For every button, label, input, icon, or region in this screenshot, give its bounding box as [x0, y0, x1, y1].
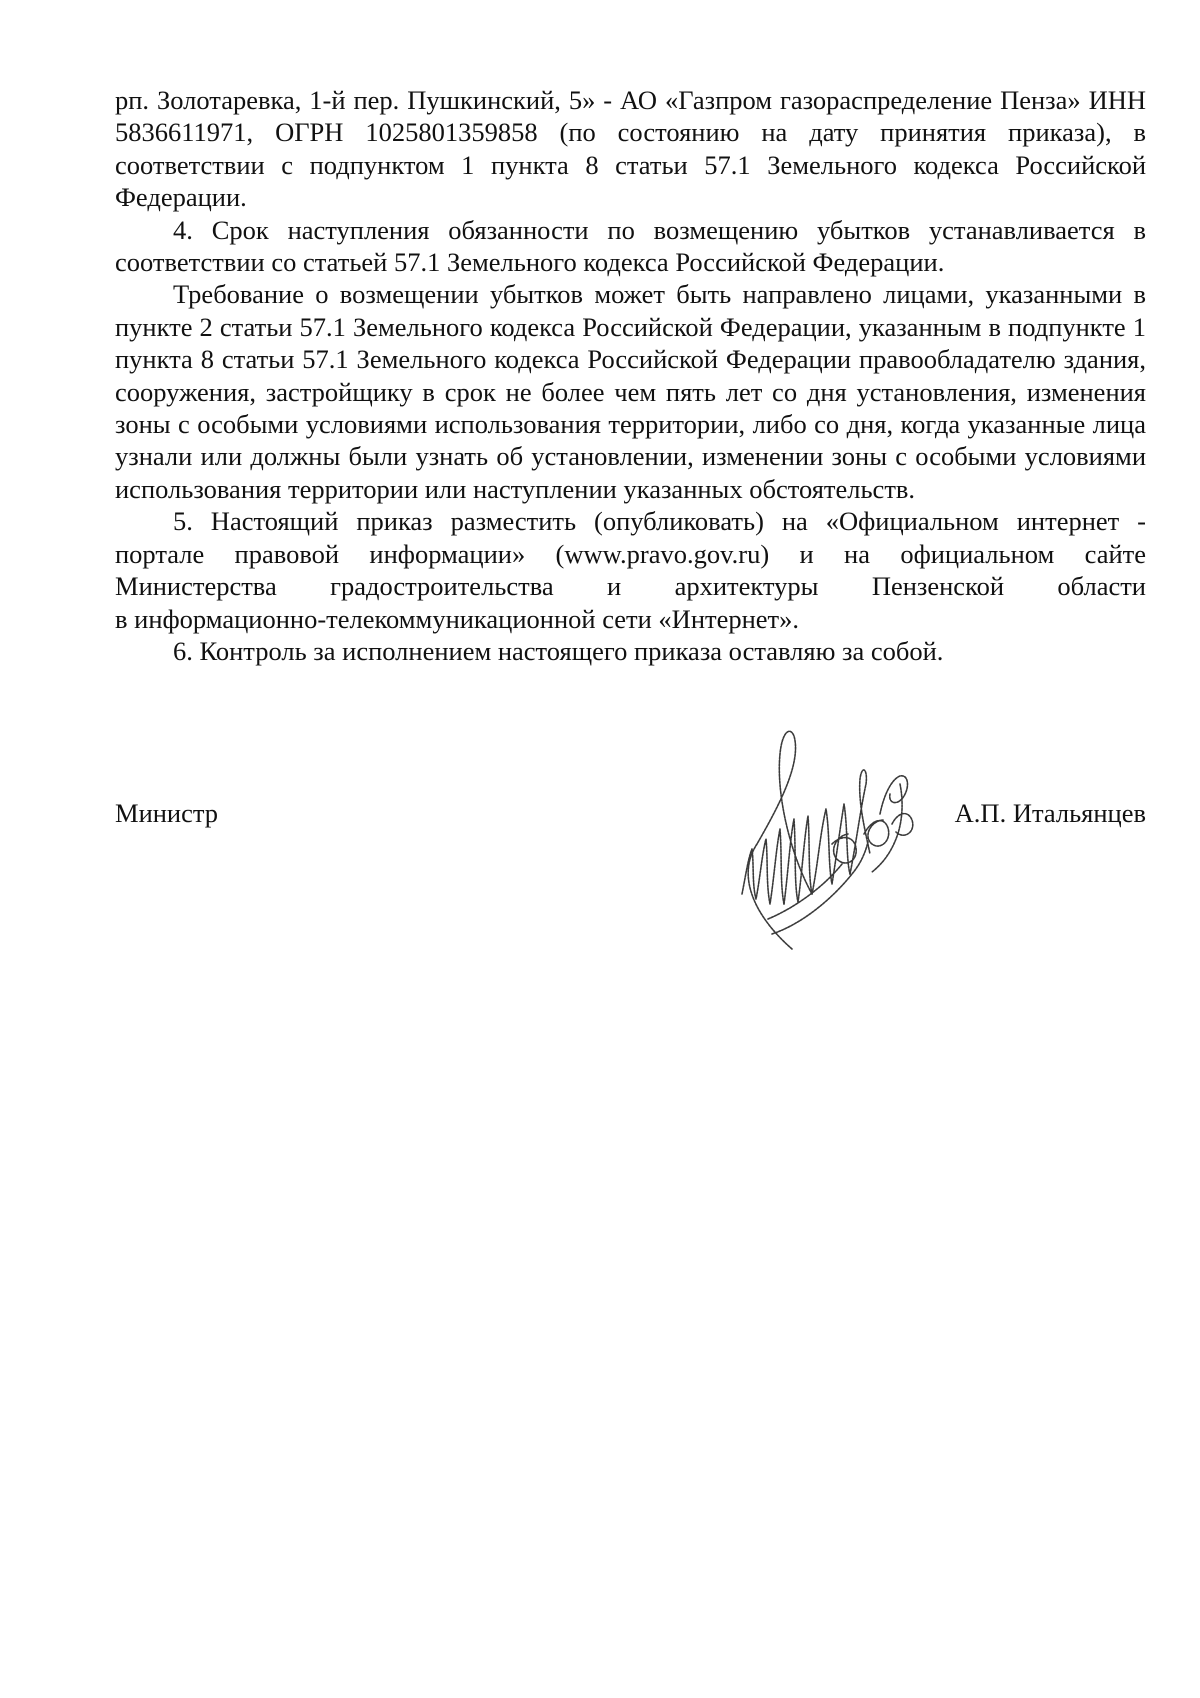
signatory-name: А.П. Итальянцев	[954, 798, 1146, 828]
paragraph-item-4: 4. Срок наступления обязанности по возмещению убытков устанавливается в соответствии со статьей 57.1 Земельного кодекса Российской Федерации.	[115, 214, 1146, 278]
document-body	[115, 84, 1146, 667]
paragraph-item-5-end: в информационно-телекоммуникационной сети «Интернет».	[115, 603, 799, 634]
handwritten-signature	[732, 724, 922, 959]
signature-block	[115, 797, 1146, 837]
paragraph-claim: Требование о возмещении убытков может быть направлено лицами, указанными в пункте 2 статьи 57.1 Земельного кодекса Российской Федерации, указанным в подпункте 1 пункта 8 статьи 57.1 Земельного кодекса Российской Федерации правообладателю здания, сооружения, застройщику в срок не более чем пять лет со дня установления, изменения зоны с особыми условиями использования территории, либо со дня, когда указанные лица узнали или должны были узнать об установлении, изменении зоны с особыми условиями использования территории или наступлении указанных обстоятельств.	[115, 279, 1146, 504]
paragraph-item-6: 6. Контроль за исполнением настоящего приказа оставляю за собой.	[173, 635, 944, 666]
paragraph-item-5: 5. Настоящий приказ разместить (опубликовать) на «Официальном интернет - портале правовой информации» (www.pravo.gov.ru) и на официальном сайте Министерства градостроительства и архитектуры Пензенской области	[115, 506, 1146, 602]
signatory-title: Министр	[115, 798, 219, 828]
paragraph-continuation: рп. Золотаревка, 1-й пер. Пушкинский, 5» - АО «Газпром газораспределение Пенза» ИНН 5836611971, ОГРН 1025801359858 (по состоянию на дату принятия приказа), в соответствии с подпунктом 1 пункта 8 статьи 57.1 Земельного кодекса Российской Федерации.	[115, 85, 1146, 213]
